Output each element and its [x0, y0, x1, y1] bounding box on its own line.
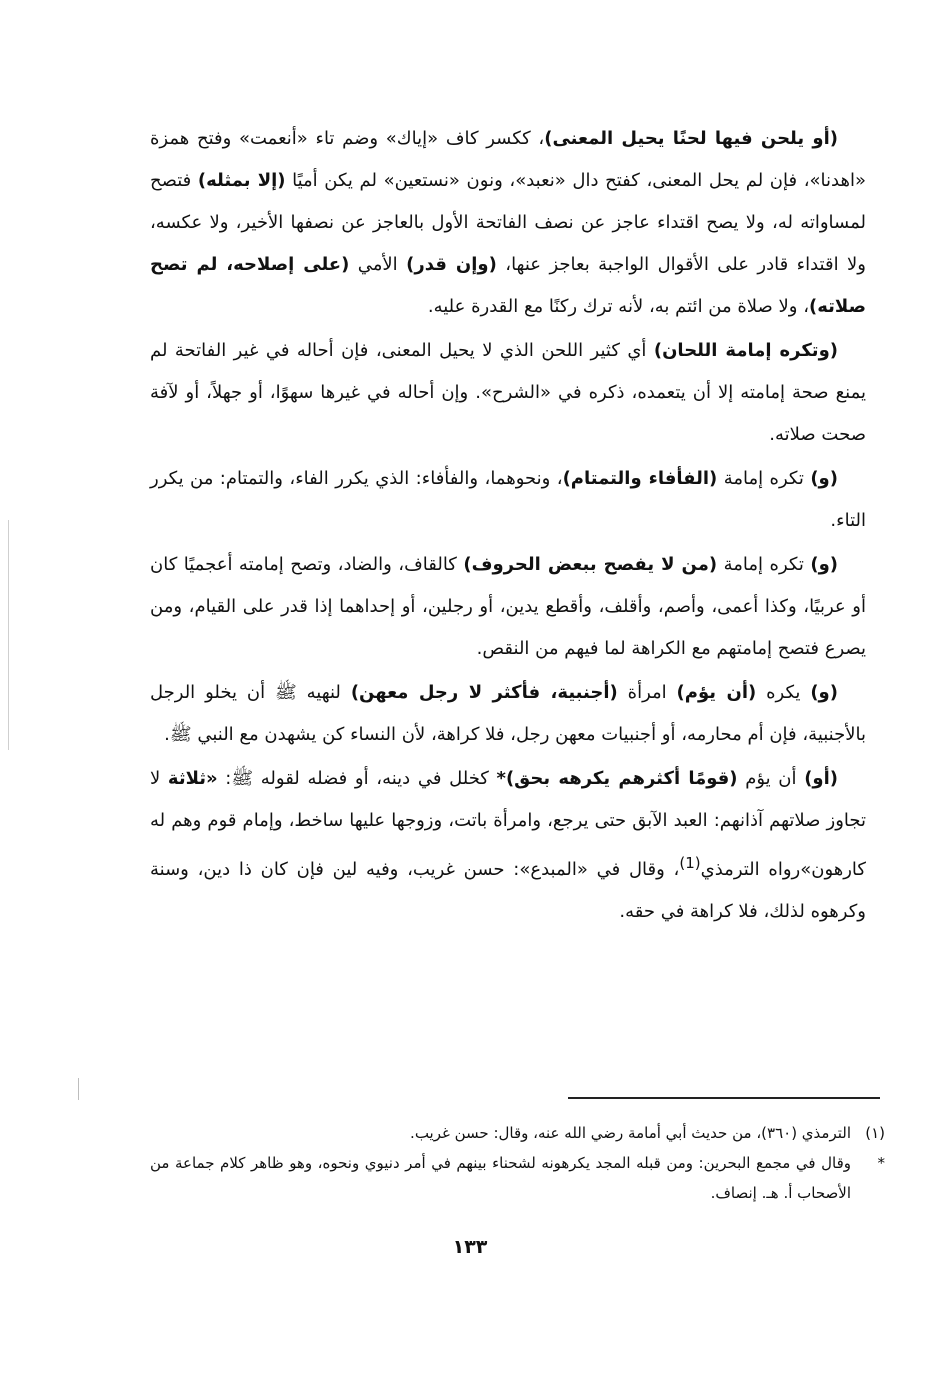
scan-margin-line	[8, 520, 9, 750]
sharh-text: ، ككسر كاف «إياك» وضم تاء «أنعمت» وفتح همزة «اهدنا»، فإن لم يحل المعنى، كفتح دال «نعبد»، ونون «نستعين» لم يكن أميًا	[150, 128, 866, 191]
footnote-1	[150, 1118, 885, 1148]
sharh-text: الأمي	[349, 254, 407, 275]
bold-matn-text: (وإن قدر)	[406, 254, 497, 275]
sharh-text: فتصح لمساواته له، ولا يصح اقتداء عاجز عن نصف الفاتحة الأول بالعاجز عن نصفها الأخير، ولا عكسه، ولا اقتداء قادر على الأقوال الواجبة بعاجز عنها،	[150, 170, 866, 275]
bold-matn-text: (و)	[810, 554, 838, 575]
sharh-text: كخلل في دينه، أو فضله لقوله ﷺ:	[217, 768, 497, 789]
paragraph-1	[150, 118, 866, 328]
footnote-marker: (١)	[865, 1124, 885, 1142]
bold-matn-text: (قومًا أكثرهم يكرهه بحق)*	[496, 768, 738, 789]
footnote-ref: (1)	[679, 854, 701, 872]
paragraph-5	[150, 672, 866, 756]
footnote-marker: *	[877, 1154, 885, 1172]
footnote-2	[150, 1148, 885, 1208]
sharh-text: امرأة	[617, 682, 677, 703]
sharh-text: كالقاف، والضاد، وتصح إمامته أعجميًا كان أو عربيًا، وكذا أعمى، وأصم، وأقلف، وأقطع يدين، أو رجلين، أو إحداهما إذا قدر على القيام، ومن يصرع فتصح إمامتهم مع الكراهة لما فيهم من النقص.	[150, 554, 866, 659]
bold-matn-text: (أو يلحن فيها لحنًا يحيل المعنى)	[544, 128, 838, 149]
bold-matn-text: (الفأفاء والتمتام)	[562, 468, 718, 489]
sharh-text: لنهيه ﷺ أن يخلو الرجل بالأجنبية، فإن أم محارمه، أو أجنبيات معهن رجل، فلا كراهة، لأن النساء كن يشهدن مع النبي ﷺ.	[150, 682, 866, 745]
bold-matn-text: (و)	[810, 468, 838, 489]
page-number: ١٣٣	[452, 1236, 488, 1258]
bold-matn-text: (أن يؤم)	[676, 682, 757, 703]
paragraph-6	[150, 758, 866, 933]
scan-margin-tick	[78, 1078, 79, 1100]
sharh-text: ، ولا صلاة من ائتم به، لأنه ترك ركنًا مع القدرة عليه.	[427, 296, 810, 317]
main-text-body	[150, 118, 866, 935]
bold-matn-text: (على إصلاحه، لم تصح صلاته)	[150, 254, 866, 317]
bold-matn-text: (من لا يفصح ببعض الحروف)	[463, 554, 718, 575]
bold-matn-text: (إلا بمثله)	[197, 170, 286, 191]
paragraph-2	[150, 330, 866, 456]
footnotes	[150, 1118, 885, 1208]
footnote-text: الترمذي (٣٦٠)، من حديث أبي أمامة رضي الله عنه، وقال: حسن غريب.	[410, 1124, 851, 1142]
sharh-text: تكره إمامة	[717, 468, 811, 489]
sharh-text: لا تجاوز صلاتهم آذانهم: العبد الآبق حتى يرجع، وامرأة باتت، وزوجها عليها ساخط، وإمام قوم وهم له كارهون»رواه الترمذي	[150, 768, 866, 880]
sharh-text: ، ونحوهما، والفأفاء: الذي يكرر الفاء، والتمتام: من يكرر التاء.	[150, 468, 866, 531]
sharh-text: يكره	[756, 682, 811, 703]
bold-matn-text: (أو)	[804, 768, 838, 789]
bold-matn-text: (أجنبية، فأكثر لا رجل معهن)	[350, 682, 618, 703]
sharh-text: تكره إمامة	[717, 554, 811, 575]
sharh-text: ، وقال في «المبدع»: حسن غريب، وفيه لين فإن كان ذا دين، وسنة وكرهوه لذلك، فلا كراهة في حقه.	[150, 859, 866, 922]
sharh-text: أي كثير اللحن الذي لا يحيل المعنى، فإن أحاله في غير الفاتحة لم يمنع صحة إمامته إلا أن يتعمده، ذكره في «الشرح». وإن أحاله في غيرها سهوًا، أو جهلاً، أو لآفة صحت صلاته.	[150, 340, 866, 445]
paragraph-3	[150, 458, 866, 542]
sharh-text: أن يؤم	[737, 768, 805, 789]
bold-matn-text: «ثلاثة	[167, 768, 218, 789]
bold-matn-text: (وتكره إمامة اللحان)	[653, 340, 838, 361]
footnote-separator	[568, 1097, 880, 1099]
footnote-text: وقال في مجمع البحرين: ومن قبله المجد يكرهونه لشحناء بينهم في أمر دنيوي ونحوه، وهو ظاهر كلام جماعة من الأصحاب أ. هـ. إنصاف.	[150, 1154, 851, 1202]
paragraph-4	[150, 544, 866, 670]
bold-matn-text: (و)	[810, 682, 838, 703]
